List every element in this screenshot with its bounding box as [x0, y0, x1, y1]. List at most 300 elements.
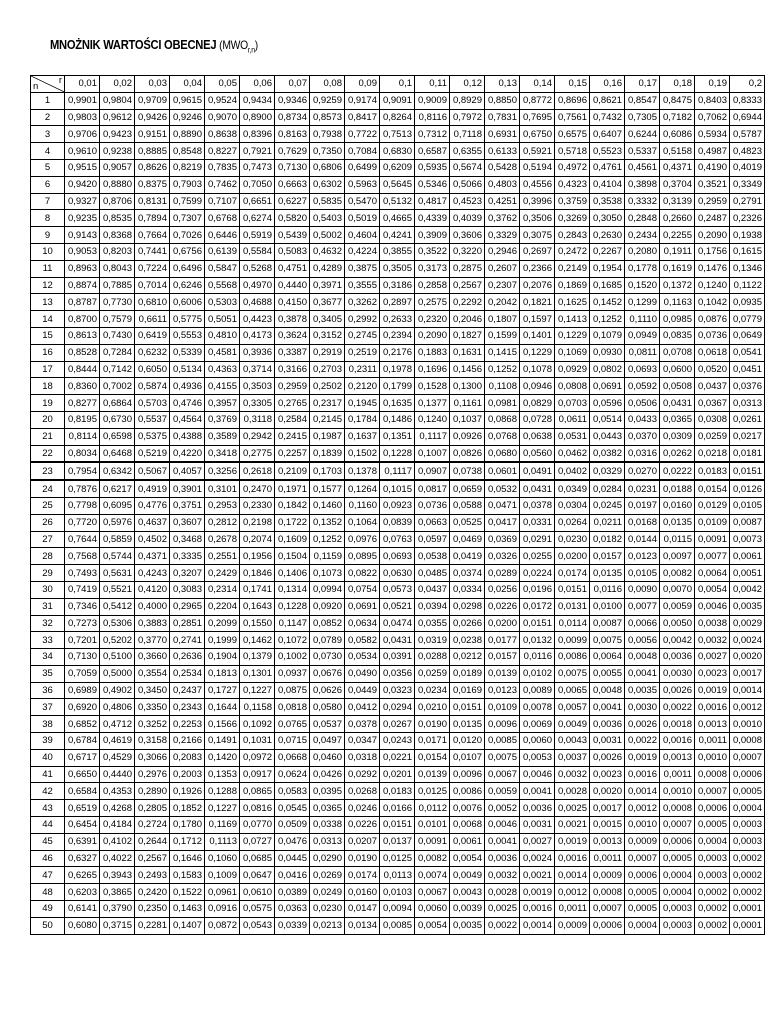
factor-cell: 0,6086 [660, 126, 695, 143]
factor-cell: 0,1631 [450, 344, 485, 361]
period-cell: 18 [31, 378, 65, 395]
factor-cell: 0,9610 [65, 143, 100, 160]
factor-cell: 0,1353 [205, 766, 240, 783]
factor-cell: 0,0349 [555, 480, 590, 497]
factor-cell: 0,0474 [380, 615, 415, 632]
factor-cell: 0,0061 [450, 833, 485, 850]
rate-header-cell: 0,03 [135, 76, 170, 93]
factor-cell: 0,0391 [380, 649, 415, 666]
factor-cell: 0,0069 [520, 716, 555, 733]
factor-cell: 0,4022 [100, 850, 135, 867]
period-cell: 12 [31, 277, 65, 294]
factor-cell: 0,3677 [310, 294, 345, 311]
factor-cell: 0,2551 [205, 548, 240, 565]
factor-cell: 0,3901 [170, 480, 205, 497]
factor-cell: 0,6750 [520, 126, 555, 143]
factor-cell: 0,0008 [730, 733, 765, 750]
factor-cell: 0,0135 [590, 565, 625, 582]
factor-cell: 0,8734 [275, 109, 310, 126]
factor-cell: 0,2875 [450, 260, 485, 277]
factor-cell: 0,8360 [65, 378, 100, 395]
factor-cell: 0,0030 [660, 665, 695, 682]
factor-cell: 0,6244 [625, 126, 660, 143]
factor-cell: 0,0395 [310, 783, 345, 800]
factor-cell: 0,0046 [695, 598, 730, 615]
factor-cell: 0,0019 [520, 884, 555, 901]
factor-cell: 0,3305 [240, 395, 275, 412]
factor-cell: 0,0545 [275, 800, 310, 817]
factor-cell: 0,7346 [65, 598, 100, 615]
factor-cell: 0,4184 [100, 817, 135, 834]
factor-cell: 0,2080 [625, 243, 660, 260]
factor-cell: 0,0070 [660, 581, 695, 598]
factor-cell: 0,8547 [625, 92, 660, 109]
factor-cell: 0,2415 [275, 428, 310, 445]
period-cell: 50 [31, 917, 65, 934]
table-row [31, 143, 765, 160]
factor-cell: 0,0190 [345, 850, 380, 867]
factor-cell: 0,0437 [695, 378, 730, 395]
factor-cell: 0,0011 [660, 766, 695, 783]
factor-cell: 0,0708 [660, 344, 695, 361]
factor-cell: 0,0355 [415, 615, 450, 632]
factor-cell: 0,0294 [380, 699, 415, 716]
factor-cell: 0,1228 [275, 598, 310, 615]
factor-cell: 0,0259 [695, 428, 730, 445]
factor-cell: 0,9804 [100, 92, 135, 109]
factor-cell: 0,1821 [520, 294, 555, 311]
factor-cell: 0,0802 [590, 361, 625, 378]
factor-cell: 0,4000 [135, 598, 170, 615]
factor-cell: 0,4224 [345, 243, 380, 260]
factor-cell: 0,0096 [450, 766, 485, 783]
factor-cell: 0,4057 [170, 462, 205, 480]
table-row [31, 361, 765, 378]
factor-cell: 0,4241 [380, 227, 415, 244]
rate-header-cell: 0,19 [695, 76, 730, 93]
factor-cell: 0,0618 [695, 344, 730, 361]
factor-cell: 0,1987 [310, 428, 345, 445]
factor-cell: 0,0059 [485, 783, 520, 800]
factor-cell: 0,3607 [170, 514, 205, 531]
factor-cell: 0,6095 [100, 497, 135, 514]
factor-cell: 0,6830 [380, 143, 415, 160]
factor-cell: 0,4776 [135, 497, 170, 514]
factor-cell: 0,0151 [450, 699, 485, 716]
factor-cell: 0,0024 [730, 632, 765, 649]
table-row [31, 850, 765, 867]
factor-cell: 0,3898 [625, 176, 660, 193]
factor-cell: 0,0043 [555, 733, 590, 750]
period-cell: 39 [31, 733, 65, 750]
factor-cell: 0,1883 [415, 344, 450, 361]
factor-cell: 0,0230 [555, 531, 590, 548]
factor-cell: 0,1147 [275, 615, 310, 632]
factor-cell: 0,0154 [695, 480, 730, 497]
table-row [31, 682, 765, 699]
factor-cell: 0,3704 [660, 176, 695, 193]
rate-header-cell: 0,11 [415, 76, 450, 93]
factor-cell: 0,0376 [730, 378, 765, 395]
factor-cell: 0,0560 [520, 445, 555, 462]
factor-cell: 0,0060 [520, 733, 555, 750]
factor-cell: 0,1420 [205, 749, 240, 766]
factor-cell: 0,2120 [345, 378, 380, 395]
factor-cell: 0,8277 [65, 395, 100, 412]
factor-cell: 0,4810 [205, 327, 240, 344]
factor-cell: 0,0808 [555, 378, 590, 395]
factor-cell: 0,2090 [695, 227, 730, 244]
factor-cell: 0,0154 [415, 749, 450, 766]
factor-cell: 0,4102 [100, 833, 135, 850]
factor-cell: 0,0634 [345, 615, 380, 632]
rate-header-cell: 0,12 [450, 76, 485, 93]
factor-cell: 0,0290 [310, 850, 345, 867]
factor-cell: 0,2633 [380, 311, 415, 328]
factor-cell: 0,1352 [310, 514, 345, 531]
factor-cell: 0,1113 [205, 833, 240, 850]
factor-cell: 0,0611 [555, 411, 590, 428]
table-row [31, 565, 765, 582]
factor-cell: 0,2644 [135, 833, 170, 850]
factor-cell: 0,0050 [660, 615, 695, 632]
factor-cell: 0,4751 [275, 260, 310, 277]
period-cell: 19 [31, 395, 65, 412]
factor-cell: 0,5219 [135, 445, 170, 462]
factor-cell: 0,1756 [695, 243, 730, 260]
factor-cell: 0,4423 [240, 311, 275, 328]
factor-cell: 0,0144 [625, 531, 660, 548]
factor-cell: 0,0056 [625, 632, 660, 649]
factor-cell: 0,0929 [555, 361, 590, 378]
factor-cell: 0,0025 [555, 800, 590, 817]
factor-cell: 0,2204 [205, 598, 240, 615]
factor-cell: 0,8850 [485, 92, 520, 109]
factor-cell: 0,0073 [730, 531, 765, 548]
factor-cell: 0,8706 [100, 193, 135, 210]
factor-cell: 0,0086 [555, 649, 590, 666]
factor-cell: 0,1110 [625, 311, 660, 328]
factor-cell: 0,0268 [345, 783, 380, 800]
factor-cell: 0,7695 [520, 109, 555, 126]
factor-cell: 0,5303 [205, 294, 240, 311]
corner-r-label: r [58, 75, 62, 86]
factor-cell: 0,7142 [100, 361, 135, 378]
factor-cell: 0,4556 [520, 176, 555, 193]
factor-cell: 0,0868 [485, 411, 520, 428]
factor-cell: 0,4440 [275, 277, 310, 294]
factor-cell: 0,3350 [135, 699, 170, 716]
factor-cell: 0,1904 [205, 649, 240, 666]
factor-cell: 0,0035 [730, 598, 765, 615]
factor-cell: 0,2959 [275, 378, 310, 395]
factor-cell: 0,5703 [135, 395, 170, 412]
factor-cell: 0,0038 [695, 615, 730, 632]
factor-cell: 0,5134 [170, 361, 205, 378]
period-cell: 47 [31, 867, 65, 884]
period-cell: 24 [31, 480, 65, 497]
factor-cell: 0,6852 [65, 716, 100, 733]
factor-cell: 0,0059 [660, 598, 695, 615]
factor-cell: 0,0365 [660, 411, 695, 428]
factor-cell: 0,3555 [345, 277, 380, 294]
factor-cell: 0,6768 [205, 210, 240, 227]
period-cell: 49 [31, 901, 65, 918]
factor-cell: 0,8772 [520, 92, 555, 109]
factor-cell: 0,1486 [380, 411, 415, 428]
factor-cell: 0,7224 [135, 260, 170, 277]
period-cell: 4 [31, 143, 65, 160]
factor-cell: 0,0226 [345, 817, 380, 834]
rate-header-cell: 0,09 [345, 76, 380, 93]
factor-cell: 0,0309 [660, 428, 695, 445]
factor-cell: 0,8929 [450, 92, 485, 109]
factor-cell: 0,0075 [590, 632, 625, 649]
factor-cell: 0,7273 [65, 615, 100, 632]
factor-cell: 0,0048 [625, 649, 660, 666]
factor-cell: 0,0497 [310, 733, 345, 750]
factor-cell: 0,4619 [100, 733, 135, 750]
factor-cell: 0,8613 [65, 327, 100, 344]
factor-cell: 0,4746 [170, 395, 205, 412]
rate-header-cell: 0,1 [380, 76, 415, 93]
factor-cell: 0,1911 [660, 243, 695, 260]
factor-cell: 0,0022 [660, 699, 695, 716]
factor-cell: 0,1037 [450, 411, 485, 428]
factor-cell: 0,0369 [485, 531, 520, 548]
table-row [31, 581, 765, 598]
factor-cell: 0,0067 [485, 766, 520, 783]
factor-cell: 0,5674 [450, 159, 485, 176]
factor-cell: 0,5963 [345, 176, 380, 193]
factor-cell: 0,0151 [730, 462, 765, 480]
factor-cell: 0,0019 [625, 749, 660, 766]
factor-cell: 0,1727 [205, 682, 240, 699]
factor-cell: 0,0137 [380, 833, 415, 850]
factor-cell: 0,0003 [660, 901, 695, 918]
factor-cell: 0,0005 [695, 817, 730, 834]
factor-cell: 0,3790 [100, 901, 135, 918]
factor-cell: 0,7568 [65, 548, 100, 565]
factor-cell: 0,0169 [450, 682, 485, 699]
factor-cell: 0,4564 [170, 411, 205, 428]
period-cell: 38 [31, 716, 65, 733]
factor-cell: 0,0226 [485, 598, 520, 615]
factor-cell: 0,7026 [170, 227, 205, 244]
factor-cell: 0,0308 [695, 411, 730, 428]
factor-cell: 0,0026 [660, 682, 695, 699]
factor-cell: 0,3943 [100, 867, 135, 884]
factor-cell: 0,6327 [65, 850, 100, 867]
table-row [31, 699, 765, 716]
title-paren-close: ) [254, 38, 258, 52]
factor-cell: 0,0211 [590, 514, 625, 531]
factor-cell: 0,0017 [590, 800, 625, 817]
factor-cell: 0,1240 [415, 411, 450, 428]
factor-cell: 0,3075 [520, 227, 555, 244]
factor-cell: 0,0011 [695, 733, 730, 750]
factor-cell: 0,4019 [730, 159, 765, 176]
factor-cell: 0,2003 [170, 766, 205, 783]
factor-cell: 0,0649 [730, 327, 765, 344]
factor-cell: 0,0039 [450, 901, 485, 918]
factor-cell: 0,0022 [485, 917, 520, 934]
factor-cell: 0,0532 [485, 480, 520, 497]
period-cell: 3 [31, 126, 65, 143]
factor-cell: 0,7182 [660, 109, 695, 126]
factor-cell: 0,8626 [135, 159, 170, 176]
factor-cell: 0,3173 [415, 260, 450, 277]
factor-cell: 0,0010 [660, 783, 695, 800]
factor-cell: 0,0339 [275, 917, 310, 934]
factor-cell: 0,0508 [660, 378, 695, 395]
period-cell: 11 [31, 260, 65, 277]
factor-cell: 0,0730 [310, 649, 345, 666]
factor-cell: 0,0231 [625, 480, 660, 497]
rate-header-cell: 0,15 [555, 76, 590, 93]
factor-cell: 0,1956 [240, 548, 275, 565]
factor-cell: 0,1599 [485, 327, 520, 344]
factor-cell: 0,0125 [380, 850, 415, 867]
factor-cell: 0,0443 [590, 428, 625, 445]
factor-cell: 0,7798 [65, 497, 100, 514]
factor-cell: 0,5934 [695, 126, 730, 143]
factor-cell: 0,0082 [660, 565, 695, 582]
factor-cell: 0,1229 [520, 344, 555, 361]
factor-cell: 0,3751 [170, 497, 205, 514]
factor-cell: 0,2959 [695, 193, 730, 210]
factor-cell: 0,0289 [485, 565, 520, 582]
factor-cell: 0,0009 [625, 833, 660, 850]
factor-cell: 0,2897 [380, 294, 415, 311]
factor-cell: 0,8638 [205, 126, 240, 143]
factor-cell: 0,1780 [170, 817, 205, 834]
factor-cell: 0,3050 [590, 210, 625, 227]
factor-cell: 0,6217 [100, 480, 135, 497]
factor-cell: 0,3875 [345, 260, 380, 277]
factor-cell: 0,4712 [100, 716, 135, 733]
factor-cell: 0,0003 [660, 917, 695, 934]
period-cell: 40 [31, 749, 65, 766]
factor-cell: 0,6499 [345, 159, 380, 176]
factor-cell: 0,0020 [730, 649, 765, 666]
title-formula [219, 38, 258, 55]
factor-cell: 0,8116 [415, 109, 450, 126]
factor-cell: 0,0266 [450, 615, 485, 632]
factor-cell: 0,0030 [625, 699, 660, 716]
factor-cell: 0,8163 [275, 126, 310, 143]
factor-cell: 0,8043 [100, 260, 135, 277]
factor-cell: 0,2166 [170, 733, 205, 750]
factor-cell: 0,0123 [625, 548, 660, 565]
factor-cell: 0,1644 [205, 699, 240, 716]
rate-header-cell: 0,14 [520, 76, 555, 93]
factor-cell: 0,2741 [170, 632, 205, 649]
factor-cell: 0,1842 [275, 497, 310, 514]
factor-cell: 0,9143 [65, 227, 100, 244]
factor-cell: 0,3252 [135, 716, 170, 733]
factor-cell: 0,0067 [415, 884, 450, 901]
factor-cell: 0,3335 [170, 548, 205, 565]
factor-cell: 0,0994 [310, 581, 345, 598]
title-main: MNOŻNIK WARTOŚCI OBECNEJ [50, 37, 217, 52]
factor-cell: 0,0754 [345, 581, 380, 598]
factor-cell: 0,0543 [240, 917, 275, 934]
factor-cell: 0,4440 [100, 766, 135, 783]
factor-cell: 0,0582 [345, 632, 380, 649]
table-row [31, 531, 765, 548]
table-row [31, 243, 765, 260]
factor-cell: 0,0064 [590, 649, 625, 666]
factor-cell: 0,4919 [135, 480, 170, 497]
factor-cell: 0,0261 [730, 411, 765, 428]
factor-cell: 0,0506 [625, 395, 660, 412]
factor-cell: 0,2074 [240, 531, 275, 548]
factor-cell: 0,0001 [730, 901, 765, 918]
factor-cell: 0,0027 [520, 833, 555, 850]
factor-cell: 0,0026 [590, 749, 625, 766]
factor-cell: 0,0125 [415, 783, 450, 800]
factor-cell: 0,1502 [345, 445, 380, 462]
factor-cell: 0,4155 [205, 378, 240, 395]
table-row [31, 514, 765, 531]
factor-cell: 0,7307 [170, 210, 205, 227]
factor-cell: 0,3083 [170, 581, 205, 598]
factor-cell: 0,2320 [415, 311, 450, 328]
factor-cell: 0,0036 [660, 649, 695, 666]
factor-cell: 0,0004 [660, 867, 695, 884]
factor-cell: 0,7084 [345, 143, 380, 160]
factor-cell: 0,2919 [310, 344, 345, 361]
factor-cell: 0,0055 [590, 665, 625, 682]
factor-cell: 0,2176 [380, 344, 415, 361]
factor-cell: 0,6246 [170, 277, 205, 294]
table-row [31, 817, 765, 834]
factor-cell: 0,0230 [310, 901, 345, 918]
factor-cell: 0,1522 [170, 884, 205, 901]
factor-cell: 0,3152 [310, 327, 345, 344]
factor-cell: 0,0313 [310, 833, 345, 850]
factor-cell: 0,1463 [170, 901, 205, 918]
factor-cell: 0,9420 [65, 176, 100, 193]
factor-cell: 0,6133 [485, 143, 520, 160]
factor-cell: 0,0638 [520, 428, 555, 445]
factor-cell: 0,7561 [555, 109, 590, 126]
factor-cell: 0,8621 [590, 92, 625, 109]
factor-cell: 0,6717 [65, 749, 100, 766]
factor-cell: 0,0514 [590, 411, 625, 428]
factor-cell: 0,1978 [380, 361, 415, 378]
factor-cell: 0,1031 [240, 733, 275, 750]
factor-cell: 0,6651 [240, 193, 275, 210]
factor-cell: 0,1228 [380, 445, 415, 462]
factor-cell: 0,0007 [695, 783, 730, 800]
factor-cell: 0,0013 [660, 749, 695, 766]
factor-cell: 0,2046 [450, 311, 485, 328]
factor-cell: 0,6810 [135, 294, 170, 311]
factor-cell: 0,3715 [100, 917, 135, 934]
factor-cell: 0,8475 [660, 92, 695, 109]
factor-cell: 0,0485 [415, 565, 450, 582]
factor-cell: 0,3332 [625, 193, 660, 210]
factor-cell: 0,1807 [485, 311, 520, 328]
factor-cell: 0,0189 [450, 665, 485, 682]
factor-cell: 0,0367 [695, 395, 730, 412]
factor-cell: 0,0082 [415, 850, 450, 867]
factor-cell: 0,3769 [205, 411, 240, 428]
factor-cell: 0,8114 [65, 428, 100, 445]
factor-cell: 0,8573 [310, 109, 345, 126]
